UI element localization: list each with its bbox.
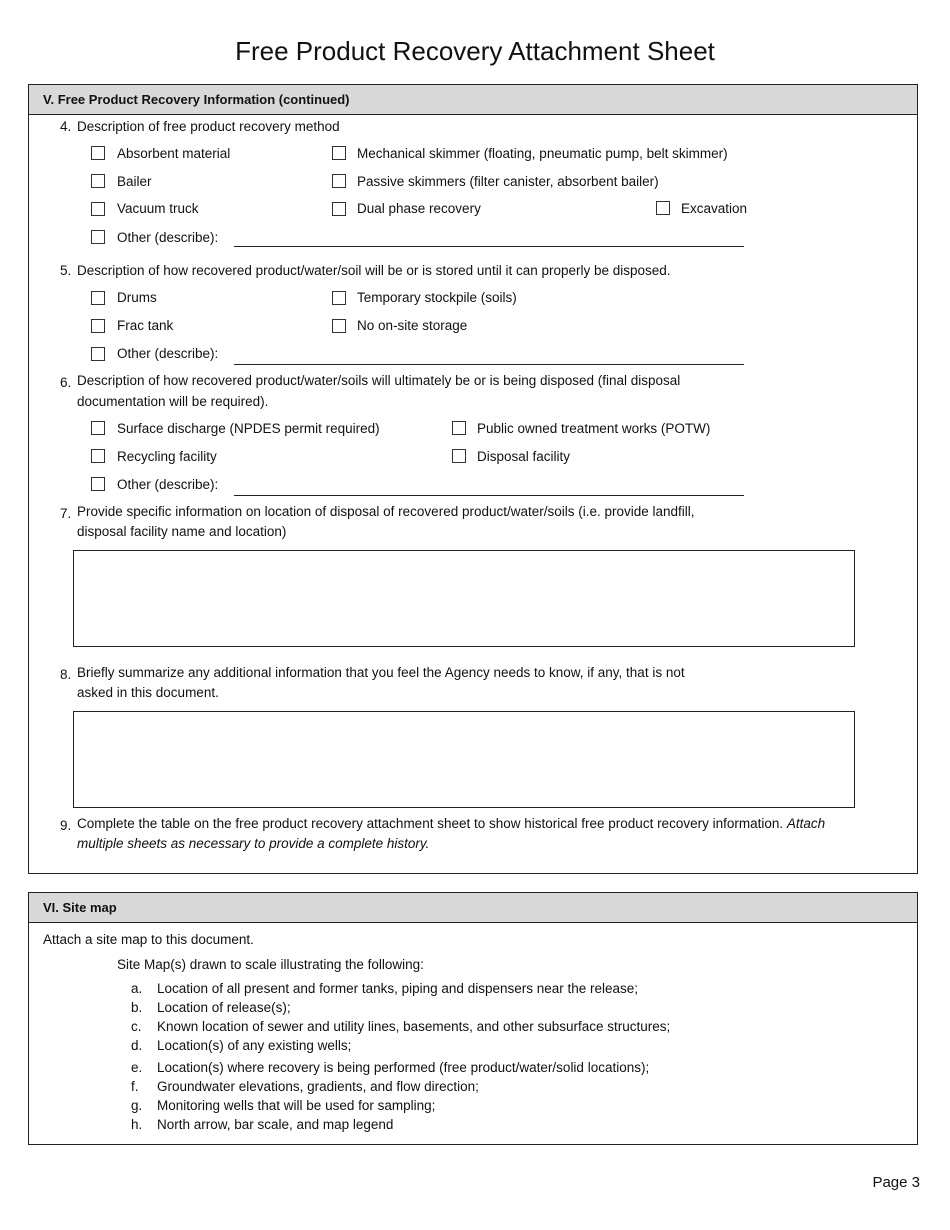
- label-q6-other: Other (describe):: [117, 477, 219, 492]
- sitemap-item-text: Location of release(s);: [157, 1000, 291, 1015]
- q4-text: Description of free product recovery method: [77, 119, 340, 134]
- checkbox-frac-tank[interactable]: [91, 319, 105, 333]
- checkbox-mechanical-skimmer[interactable]: [332, 146, 346, 160]
- checkbox-dual-phase-recovery[interactable]: [332, 202, 346, 216]
- sitemap-item-letter: h.: [131, 1117, 143, 1132]
- q7-text-line2: disposal facility name and location): [77, 524, 287, 539]
- label-no-onsite-storage: No on-site storage: [357, 318, 468, 333]
- label-disposal-facility: Disposal facility: [477, 449, 571, 464]
- checkbox-excavation[interactable]: [656, 201, 670, 215]
- sitemap-item-text: Location(s) where recovery is being performed (free product/water/solid locations);: [157, 1060, 650, 1075]
- label-vacuum-truck: Vacuum truck: [117, 201, 199, 216]
- q7-number: 7.: [60, 506, 72, 521]
- q8-number: 8.: [60, 667, 72, 682]
- label-q5-other: Other (describe):: [117, 346, 219, 361]
- checkbox-passive-skimmers[interactable]: [332, 174, 346, 188]
- checkbox-surface-discharge[interactable]: [91, 421, 105, 435]
- q9-italic-multiple: multiple sheets as necessary to provide a complete history.: [77, 836, 430, 851]
- q9-number: 9.: [60, 818, 72, 833]
- sitemap-item-text: North arrow, bar scale, and map legend: [157, 1117, 394, 1132]
- q8-text-line2: asked in this document.: [77, 685, 219, 700]
- sitemap-item-text: Groundwater elevations, gradients, and flow direction;: [157, 1079, 479, 1094]
- checkbox-q6-other[interactable]: [91, 477, 105, 491]
- q5-number: 5.: [60, 263, 72, 278]
- label-surface-discharge: Surface discharge (NPDES permit required): [117, 421, 380, 436]
- sitemap-item-text: Monitoring wells that will be used for sampling;: [157, 1098, 436, 1113]
- q9-text-line2: [77, 834, 429, 855]
- checkbox-temporary-stockpile[interactable]: [332, 291, 346, 305]
- q7-disposal-location-box[interactable]: [73, 550, 855, 647]
- label-drums: Drums: [117, 290, 157, 305]
- label-frac-tank: Frac tank: [117, 318, 174, 333]
- q5-text: Description of how recovered product/water/soil will be or is stored until it can properly be disposed.: [77, 263, 671, 278]
- label-dual-phase-recovery: Dual phase recovery: [357, 201, 481, 216]
- sitemap-item-text: Known location of sewer and utility lines, basements, and other subsurface structures;: [157, 1019, 671, 1034]
- sitemap-item-letter: g.: [131, 1098, 143, 1113]
- q6-number: 6.: [60, 375, 72, 390]
- q7-text-line1: Provide specific information on location of disposal of recovered product/water/soils (i.e. provide landfill,: [77, 504, 695, 519]
- sitemap-item-text: Location of all present and former tanks, piping and dispensers near the release;: [157, 981, 639, 996]
- sitemap-item-letter: b.: [131, 1000, 143, 1015]
- checkbox-q4-other[interactable]: [91, 230, 105, 244]
- checkbox-disposal-facility[interactable]: [452, 449, 466, 463]
- checkbox-recycling-facility[interactable]: [91, 449, 105, 463]
- q6-text-line2: documentation will be required).: [77, 394, 269, 409]
- label-absorbent-material: Absorbent material: [117, 146, 231, 161]
- sitemap-item-letter: e.: [131, 1060, 143, 1075]
- section-v-header: V. Free Product Recovery Information (continued): [29, 85, 917, 115]
- label-temporary-stockpile: Temporary stockpile (soils): [357, 290, 517, 305]
- sitemap-item-letter: a.: [131, 981, 143, 996]
- page-number: Page 3: [872, 1174, 920, 1191]
- checkbox-bailer[interactable]: [91, 174, 105, 188]
- q4-other-input[interactable]: [234, 232, 744, 247]
- q8-text-line1: Briefly summarize any additional information that you feel the Agency needs to know, if any, that is not: [77, 665, 685, 680]
- label-bailer: Bailer: [117, 174, 152, 189]
- sitemap-item-letter: d.: [131, 1038, 143, 1053]
- q9-text-line1: [77, 814, 825, 835]
- checkbox-absorbent-material[interactable]: [91, 146, 105, 160]
- q9-italic-attach: Attach: [786, 816, 826, 831]
- label-excavation: Excavation: [681, 201, 748, 216]
- q6-other-input[interactable]: [234, 481, 744, 496]
- q4-number: 4.: [60, 119, 72, 134]
- checkbox-no-onsite-storage[interactable]: [332, 319, 346, 333]
- q6-text-line1: Description of how recovered product/water/soils will ultimately be or is being disposed (final disposal: [77, 373, 681, 388]
- q9-text: Complete the table on the free product recovery attachment sheet to show historical free product recovery information.: [77, 816, 784, 831]
- checkbox-drums[interactable]: [91, 291, 105, 305]
- checkbox-q5-other[interactable]: [91, 347, 105, 361]
- label-mechanical-skimmer: Mechanical skimmer (floating, pneumatic pump, belt skimmer): [357, 146, 728, 161]
- sitemap-item-text: Location(s) of any existing wells;: [157, 1038, 352, 1053]
- q5-other-input[interactable]: [234, 350, 744, 365]
- sitemap-item-letter: f.: [131, 1079, 139, 1094]
- checkbox-potw[interactable]: [452, 421, 466, 435]
- page-title: Free Product Recovery Attachment Sheet: [235, 36, 715, 66]
- label-potw: Public owned treatment works (POTW): [477, 421, 711, 436]
- label-passive-skimmers: Passive skimmers (filter canister, absorbent bailer): [357, 174, 659, 189]
- sitemap-subintro: Site Map(s) drawn to scale illustrating the following:: [117, 957, 424, 972]
- checkbox-vacuum-truck[interactable]: [91, 202, 105, 216]
- label-q4-other: Other (describe):: [117, 230, 219, 245]
- section-vi-header: VI. Site map: [29, 893, 917, 923]
- sitemap-intro: Attach a site map to this document.: [43, 932, 254, 947]
- sitemap-item-letter: c.: [131, 1019, 142, 1034]
- q8-additional-info-box[interactable]: [73, 711, 855, 808]
- label-recycling-facility: Recycling facility: [117, 449, 217, 464]
